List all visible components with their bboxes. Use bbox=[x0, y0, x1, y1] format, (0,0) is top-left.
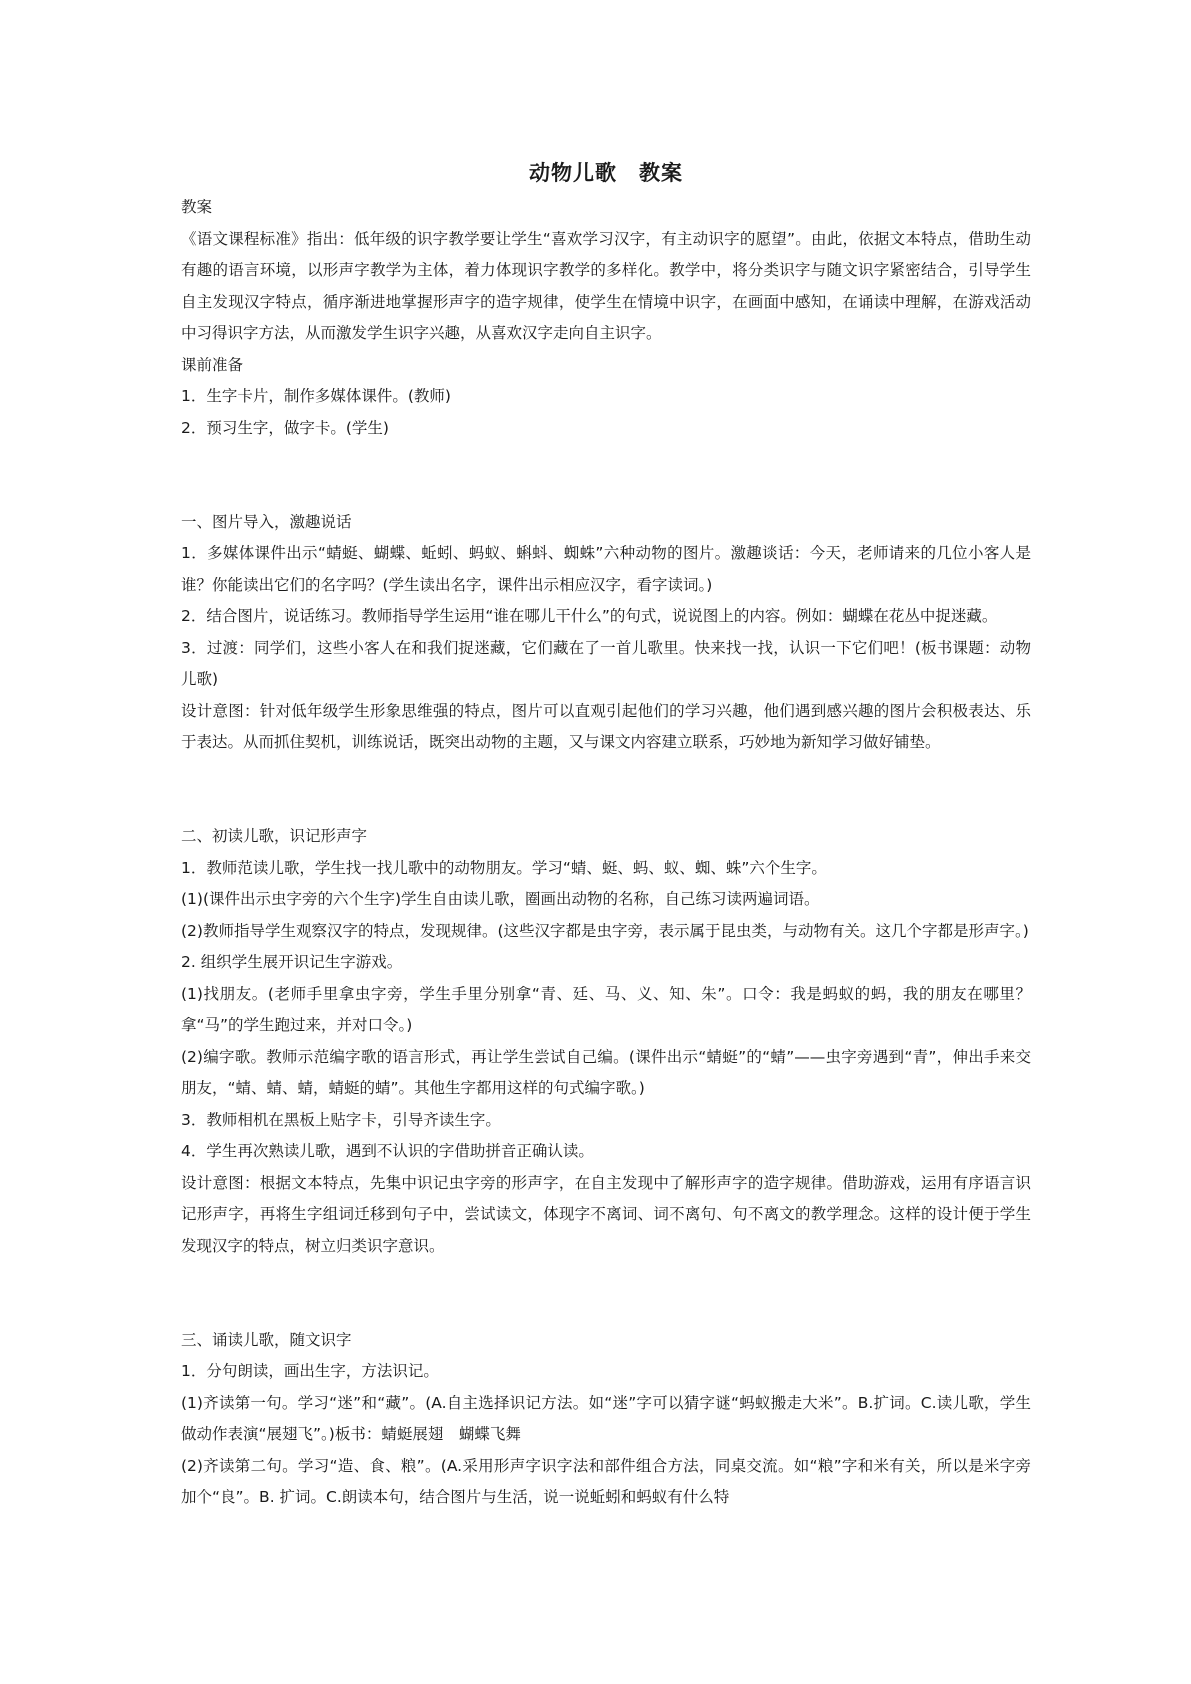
body-paragraph: (1)找朋友。(老师手里拿虫字旁，学生手里分别拿“青、廷、马、义、知、朱”。口令：我是蚂蚁的蚂，我的朋友在哪里？拿“马”的学生跑过来，并对口令。) bbox=[181, 984, 1031, 1034]
body-paragraph: 《语文课程标准》指出：低年级的识字教学要让学生“喜欢学习汉字，有主动识字的愿望”。由此，依据文本特点，借助生动有趣的语言环境，以形声字教学为主体，着力体现识字教学的多样化。教学中，将分类识字与随文识字紧密结合，引导学生自主发现汉字特点，循序渐进地掌握形声字的造字规律，使学生在情境中识字，在画面中感知，在诵读中理解，在游戏活动中习得识字方法，从而激发学生识字兴趣，从喜欢汉字走向自主识字。 bbox=[181, 229, 1031, 342]
body-paragraph: 课前准备 bbox=[181, 355, 244, 374]
body-paragraph: 2. 组织学生展开识记生字游戏。 bbox=[181, 953, 403, 971]
blank-line bbox=[181, 460, 1031, 492]
body-paragraph: 3．过渡：同学们，这些小客人在和我们捉迷藏，它们藏在了一首儿歌里。快来找一找，认识一下它们吧！(板书课题：动物儿歌) bbox=[181, 638, 1031, 688]
body-paragraph: (2)齐读第二句。学习“造、食、粮”。(A.采用形声字识字法和部件组合方法，同桌交流。如“粮”字和米有关，所以是米字旁加个“良”。B. 扩词。C.朗读本句，结合图片与生活，说一说蚯蚓和蚂蚁有什么特 bbox=[181, 1456, 1031, 1506]
body-paragraph: 4．学生再次熟读儿歌，遇到不认识的字借助拼音正确认读。 bbox=[181, 1142, 594, 1160]
body-paragraph: 2．预习生字，做字卡。(学生) bbox=[181, 418, 389, 437]
body-paragraph: (2)编字歌。教师示范编字歌的语言形式，再让学生尝试自己编。(课件出示“蜻蜓”的“蜻”——虫字旁遇到“青”，伸出手来交朋友，“蜻、蜻、蜻，蜻蜓的蜻”。其他生字都用这样的句式编字歌。) bbox=[181, 1047, 1031, 1097]
document-title: 动物儿歌 教案 bbox=[529, 161, 683, 185]
body-paragraph: 1．生字卡片，制作多媒体课件。(教师) bbox=[181, 387, 451, 405]
body-paragraph: (1)齐读第一句。学习“迷”和“藏”。(A.自主选择识记方法。如“迷”字可以猜字谜“蚂蚁搬走大米”。B.扩词。C.读儿歌，学生做动作表演“展翅飞”。)板书：蜻蜓展翅 蝴蝶飞舞 bbox=[181, 1393, 1031, 1443]
body-paragraph: 一、图片导入，激趣说话 bbox=[181, 512, 352, 531]
body-paragraph: 2．结合图片，说话练习。教师指导学生运用“谁在哪儿干什么”的句式，说说图上的内容。例如：蝴蝶在花丛中捉迷藏。 bbox=[181, 607, 998, 625]
blank-line bbox=[181, 774, 1031, 806]
body-paragraph: (2)教师指导学生观察汉字的特点，发现规律。(这些汉字都是虫字旁，表示属于昆虫类，与动物有关。这几个字都是形声字。) bbox=[181, 921, 1029, 940]
blank-line bbox=[181, 1278, 1031, 1310]
document-page bbox=[181, 156, 1031, 1514]
body-paragraph: (1)(课件出示虫字旁的六个生字)学生自由读儿歌，圈画出动物的名称，自己练习读两遍词语。 bbox=[181, 890, 820, 908]
body-paragraph: 三、诵读儿歌，随文识字 bbox=[181, 1330, 352, 1349]
body-paragraph: 设计意图：针对低年级学生形象思维强的特点，图片可以直观引起他们的学习兴趣，他们遇到感兴趣的图片会积极表达、乐于表达。从而抓住契机，训练说话，既突出动物的主题，又与课文内容建立联系，巧妙地为新知学习做好铺垫。 bbox=[181, 701, 1031, 751]
body-paragraph: 教案 bbox=[181, 198, 213, 216]
body-paragraph: 二、初读儿歌，识记形声字 bbox=[181, 827, 368, 845]
body-paragraph: 设计意图：根据文本特点，先集中识记虫字旁的形声字，在自主发现中了解形声字的造字规律。借助游戏，运用有序语言识记形声字，再将生字组词迁移到句子中，尝试读文，体现字不离词、词不离句、句不离文的教学理念。这样的设计便于学生发现汉字的特点，树立归类识字意识。 bbox=[181, 1173, 1031, 1255]
body-paragraph: 1．教师范读儿歌，学生找一找儿歌中的动物朋友。学习“蜻、蜓、蚂、蚁、蜘、蛛”六个生字。 bbox=[181, 858, 827, 877]
document-body bbox=[181, 192, 1031, 1514]
body-paragraph: 1．分句朗读，画出生字，方法识记。 bbox=[181, 1362, 439, 1380]
body-paragraph: 1．多媒体课件出示“蜻蜓、蝴蝶、蚯蚓、蚂蚁、蝌蚪、蜘蛛”六种动物的图片。激趣谈话：今天，老师请来的几位小客人是谁？你能读出它们的名字吗？(学生读出名字，课件出示相应汉字，看字读词。) bbox=[181, 544, 1031, 594]
body-paragraph: 3．教师相机在黑板上贴字卡，引导齐读生字。 bbox=[181, 1110, 501, 1129]
